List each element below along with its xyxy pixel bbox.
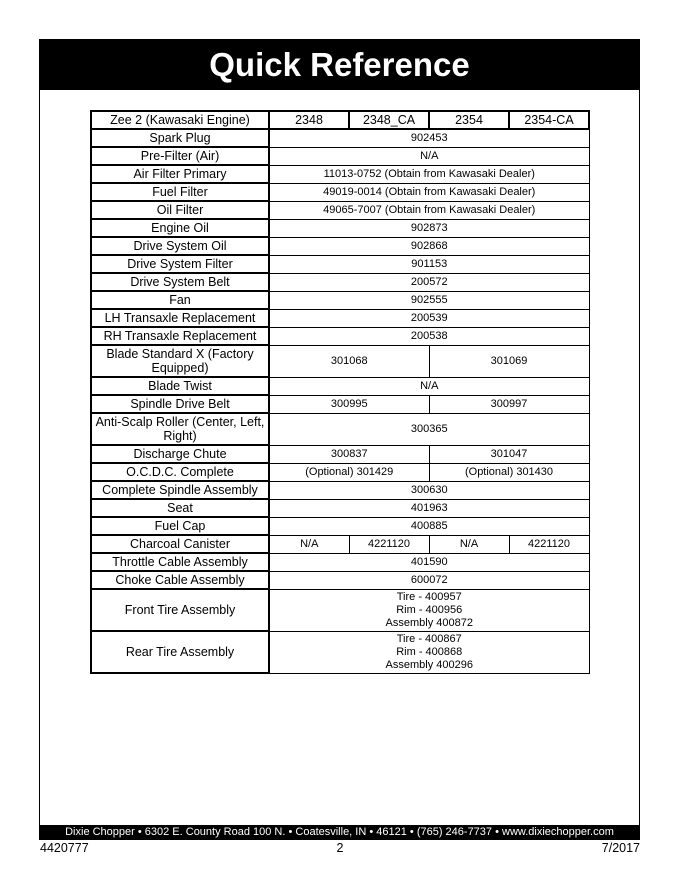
row-value: 49019-0014 (Obtain from Kawasaki Dealer) [269, 183, 589, 201]
table-row [91, 499, 589, 517]
row-label: Front Tire Assembly [91, 589, 269, 631]
table-row [91, 413, 589, 445]
row-value: 200572 [269, 273, 589, 291]
row-label: Charcoal Canister [91, 535, 269, 553]
table-row [91, 129, 589, 147]
part-number: 4420777 [40, 841, 89, 855]
table-row [91, 535, 589, 553]
row-value-48: (Optional) 301429 [269, 463, 429, 481]
rim-line: Rim - 400868 [396, 645, 463, 658]
table-row [91, 631, 589, 673]
row-value: 600072 [269, 571, 589, 589]
row-value: 902873 [269, 219, 589, 237]
row-label: O.C.D.C. Complete [91, 463, 269, 481]
row-label: Fan [91, 291, 269, 309]
row-value-48: 300995 [269, 395, 429, 413]
table-row [91, 553, 589, 571]
page-number: 2 [336, 841, 344, 855]
row-value: 902555 [269, 291, 589, 309]
table-row [91, 255, 589, 273]
quick-reference-table [90, 110, 590, 674]
row-label: Blade Standard X (Factory Equipped) [91, 345, 269, 377]
row-label: Throttle Cable Assembly [91, 553, 269, 571]
row-value-54: 301047 [429, 445, 589, 463]
assembly-line: Assembly 400296 [385, 658, 473, 671]
table-row [91, 327, 589, 345]
row-value: 400885 [269, 517, 589, 535]
row-value-cell: 4221120 [509, 535, 589, 553]
rim-line: Rim - 400956 [396, 603, 463, 616]
table-row [91, 165, 589, 183]
table-row [91, 273, 589, 291]
table-row [91, 517, 589, 535]
row-label: RH Transaxle Replacement [91, 327, 269, 345]
column-header: 2354 [429, 111, 509, 129]
footer-address: Dixie Chopper • 6302 E. County Road 100 N. • Coatesville, IN • 46121 • (765) 246-7737 • www.dixiechopper.com [39, 825, 640, 839]
column-header: 2348_CA [349, 111, 429, 129]
row-label: Complete Spindle Assembly [91, 481, 269, 499]
row-label: Drive System Filter [91, 255, 269, 273]
row-label: Fuel Filter [91, 183, 269, 201]
row-value: 902453 [269, 129, 589, 147]
row-label: Blade Twist [91, 377, 269, 395]
row-value: 200539 [269, 309, 589, 327]
table-row [91, 147, 589, 165]
row-label: Rear Tire Assembly [91, 631, 269, 673]
revision-date: 7/2017 [601, 841, 640, 855]
row-value-54: 300997 [429, 395, 589, 413]
table-row [91, 463, 589, 481]
row-label: Discharge Chute [91, 445, 269, 463]
table-row [91, 201, 589, 219]
page-title: Quick Reference [39, 39, 640, 90]
row-value-54: 301069 [429, 345, 589, 377]
row-label: Drive System Oil [91, 237, 269, 255]
table-row [91, 309, 589, 327]
row-value: 300365 [269, 413, 589, 445]
table-row [91, 377, 589, 395]
tire-line: Tire - 400867 [396, 632, 462, 645]
row-value: 901153 [269, 255, 589, 273]
model-header: Zee 2 (Kawasaki Engine) [91, 111, 269, 129]
row-label: Engine Oil [91, 219, 269, 237]
row-label: Anti-Scalp Roller (Center, Left, Right) [91, 413, 269, 445]
table-row [91, 481, 589, 499]
table-row [91, 183, 589, 201]
table-row [91, 571, 589, 589]
row-label: Seat [91, 499, 269, 517]
table-row [91, 589, 589, 631]
row-value: 401590 [269, 553, 589, 571]
row-value: 200538 [269, 327, 589, 345]
row-value-cell: N/A [269, 535, 349, 553]
row-label: Choke Cable Assembly [91, 571, 269, 589]
row-value-48: 300837 [269, 445, 429, 463]
row-label: Spark Plug [91, 129, 269, 147]
column-header: 2348 [269, 111, 349, 129]
row-value-48: 301068 [269, 345, 429, 377]
row-label: Drive System Belt [91, 273, 269, 291]
table-row [91, 291, 589, 309]
table-row [91, 219, 589, 237]
row-value: 11013-0752 (Obtain from Kawasaki Dealer) [269, 165, 589, 183]
row-value: N/A [269, 147, 589, 165]
column-header: 2354-CA [509, 111, 589, 129]
row-label: Pre-Filter (Air) [91, 147, 269, 165]
table-row [91, 237, 589, 255]
row-value: 902868 [269, 237, 589, 255]
table-row [91, 345, 589, 377]
header-row [91, 111, 589, 129]
row-label: Spindle Drive Belt [91, 395, 269, 413]
row-value-multiline [269, 631, 589, 673]
row-value-54: (Optional) 301430 [429, 463, 589, 481]
row-value-cell: N/A [429, 535, 509, 553]
row-value-cell: 4221120 [349, 535, 429, 553]
assembly-line: Assembly 400872 [385, 616, 473, 629]
row-label: LH Transaxle Replacement [91, 309, 269, 327]
row-label: Fuel Cap [91, 517, 269, 535]
row-value: 300630 [269, 481, 589, 499]
tire-line: Tire - 400957 [396, 590, 462, 603]
row-label: Air Filter Primary [91, 165, 269, 183]
row-value: 49065-7007 (Obtain from Kawasaki Dealer) [269, 201, 589, 219]
row-label: Oil Filter [91, 201, 269, 219]
row-value: N/A [269, 377, 589, 395]
row-value-multiline [269, 589, 589, 631]
row-value: 401963 [269, 499, 589, 517]
table-row [91, 445, 589, 463]
table-row [91, 395, 589, 413]
